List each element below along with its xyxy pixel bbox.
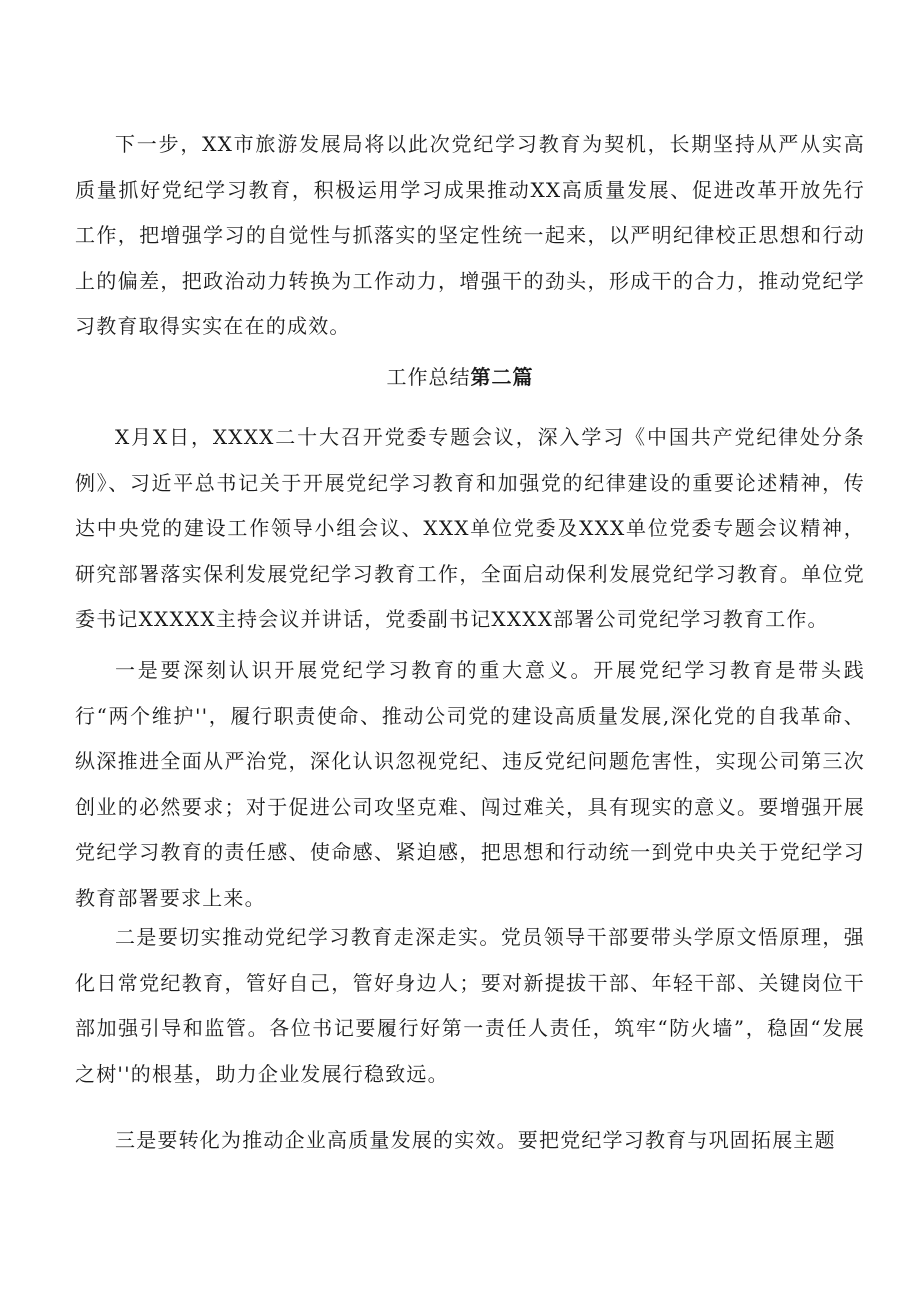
paragraph-point-two: 二是要切实推动党纪学习教育走深走实。党员领导干部要带头学原文悟原理，强化日常党纪教育，管好自己，管好身边人；要对新提拔干部、年轻干部、关键岗位干部加强引导和监管。各位书记要履行好第一责任人责任，筑牢“防火墙”，稳固“发展之树''的根基，助力企业发展行稳致远。 (75, 925, 865, 1086)
paragraph-meeting: X月X日，XXXX二十大召开党委专题会议，深入学习《中国共产党纪律处分条例》、习近平总书记关于开展党纪学习教育和加强党的纪律建设的重要论述精神，传达中央党的建设工作领导小组会议、XXX单位党委及XXX单位党委专题会议精神，研究部署落实保利发展党纪学习教育工作，全面启动保利发展党纪学习教育。单位党委书记XXXXX主持会议并讲话，党委副书记XXXX部署公司党纪学习教育工作。 (75, 425, 865, 631)
section-heading-suffix: 第二篇 (470, 365, 534, 389)
paragraph-point-one: 一是要深刻认识开展党纪学习教育的重大意义。开展党纪学习教育是带头践行“两个维护''，履行职责使命、推动公司党的建设高质量发展,深化党的自我革命、纵深推进全面从严治党，深化认识忽视党纪、违反党纪问题危害性，实现公司第三次创业的必然要求；对于促进公司攻坚克难、闯过难关，具有现实的意义。要增强开展党纪学习教育的责任感、使命感、紧迫感，把思想和行动统一到党中央关于党纪学习教育部署要求上来。 (75, 658, 865, 910)
paragraph-next-steps: 下一步，XX市旅游发展局将以此次党纪学习教育为契机，长期坚持从严从实高质量抓好党纪学习教育，积极运用学习成果推动XX高质量发展、促进改革开放先行工作，把增强学习的自觉性与抓落实的坚定性统一起来，以严明纪律校正思想和行动上的偏差，把政治动力转换为工作动力，增强干的劲头，形成干的合力，推动党纪学习教育取得实实在在的成效。 (75, 132, 865, 338)
section-heading (0, 355, 920, 400)
section-heading-prefix: 工作总结 (386, 365, 471, 389)
paragraph-point-three: 三是要转化为推动企业高质量发展的实效。要把党纪学习教育与巩固拓展主题 (115, 1128, 836, 1152)
